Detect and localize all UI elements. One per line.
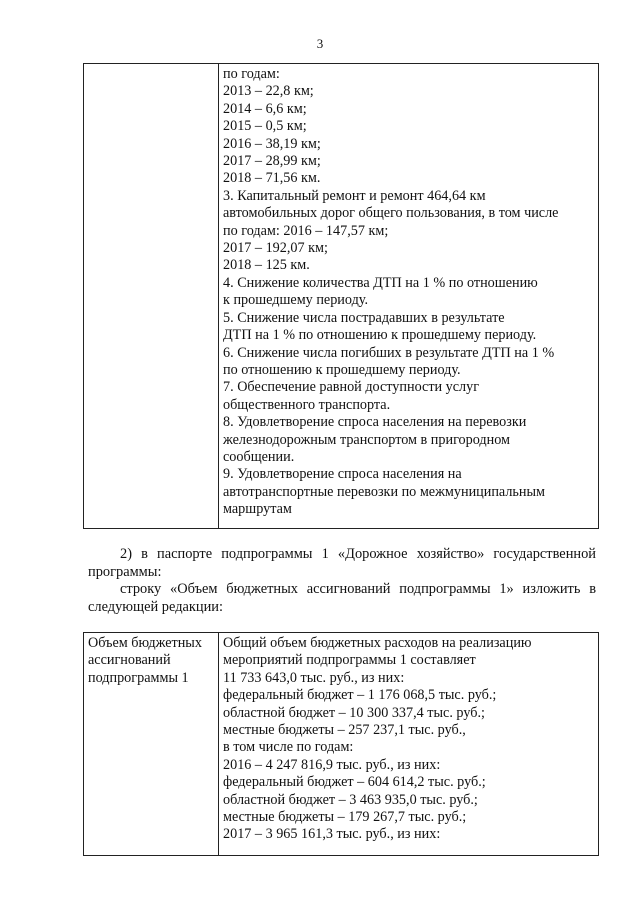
table-cell-budget [219, 633, 599, 856]
paragraph-subprogram-passport: 2) в паспорте подпрограммы 1 «Дорожное хозяйство» государственной программы: [88, 546, 596, 580]
cell-line: подпрограммы 1 [88, 669, 189, 686]
cell-line: по отношению к прошедшему периоду. [223, 361, 461, 378]
cell-line: Общий объем бюджетных расходов на реализацию [223, 635, 532, 651]
cell-line: маршрутам [223, 501, 292, 518]
cell-line: 2015 – 0,5 км; [223, 118, 307, 135]
cell-line: ДТП на 1 % по отношению к прошедшему периоду. [223, 327, 537, 344]
cell-line: 8. Удовлетворение спроса населения на перевозки [223, 414, 527, 431]
cell-line: областной бюджет – 10 300 337,4 тыс. руб.; [223, 704, 485, 721]
cell-line: местные бюджеты – 257 237,1 тыс. руб., [223, 722, 466, 739]
cell-line: 7. Обеспечение равной доступности услуг [223, 379, 480, 396]
cell-line: 2018 – 125 км. [223, 257, 310, 274]
table-row [84, 633, 599, 856]
cell-line: 5. Снижение числа пострадавших в результате [223, 309, 505, 326]
cell-line: сообщении. [223, 448, 295, 465]
page-number: 3 [316, 36, 324, 51]
table-cell-label [84, 633, 219, 856]
cell-line: по годам: [223, 66, 280, 82]
cell-line: автотранспортные перевозки по межмуниципальным [223, 483, 546, 500]
cell-line: железнодорожным транспортом в пригородном [223, 431, 511, 448]
cell-line: 2017 – 192,07 км; [223, 240, 328, 257]
cell-line: 2013 – 22,8 км; [223, 83, 314, 100]
cell-line: автомобильных дорог общего пользования, в том числе [223, 205, 559, 222]
cell-line: 2014 – 6,6 км; [223, 100, 307, 117]
cell-line: 2016 – 4 247 816,9 тыс. руб., из них: [223, 756, 441, 773]
cell-line: федеральный бюджет – 604 614,2 тыс. руб.; [223, 774, 486, 791]
cell-line: 4. Снижение количества ДТП на 1 % по отношению [223, 274, 538, 291]
cell-line: к прошедшему периоду. [223, 292, 369, 309]
cell-line: ассигнований [88, 652, 171, 669]
table-cell-empty [84, 64, 219, 529]
cell-line: местные бюджеты – 179 267,7 тыс. руб.; [223, 809, 467, 826]
cell-line: 9. Удовлетворение спроса населения на [223, 466, 462, 483]
cell-line: 11 733 643,0 тыс. руб., из них: [223, 669, 405, 686]
cell-line: по годам: 2016 – 147,57 км; [223, 222, 389, 239]
table-cell-indicators [219, 64, 599, 529]
cell-line: 2017 – 28,99 км; [223, 153, 321, 170]
table-row [84, 64, 599, 529]
indicators-table [83, 63, 599, 529]
paragraph-line-replacement: строку «Объем бюджетных ассигнований подпрограммы 1» изложить в следующей редакции: [88, 581, 596, 615]
budget-table [83, 632, 599, 856]
cell-line: Объем бюджетных [88, 635, 202, 651]
cell-line: 3. Капитальный ремонт и ремонт 464,64 км [223, 187, 486, 204]
cell-line: 6. Снижение числа погибших в результате ДТП на 1 % [223, 344, 555, 361]
cell-line: федеральный бюджет – 1 176 068,5 тыс. руб.; [223, 687, 497, 704]
cell-line: в том числе по годам: [223, 739, 354, 756]
cell-line: общественного транспорта. [223, 396, 391, 413]
cell-line: мероприятий подпрограммы 1 составляет [223, 652, 476, 669]
cell-line: областной бюджет – 3 463 935,0 тыс. руб.; [223, 791, 478, 808]
cell-line: 2018 – 71,56 км. [223, 170, 321, 187]
cell-line: 2017 – 3 965 161,3 тыс. руб., из них: [223, 826, 441, 843]
cell-line: 2016 – 38,19 км; [223, 135, 321, 152]
